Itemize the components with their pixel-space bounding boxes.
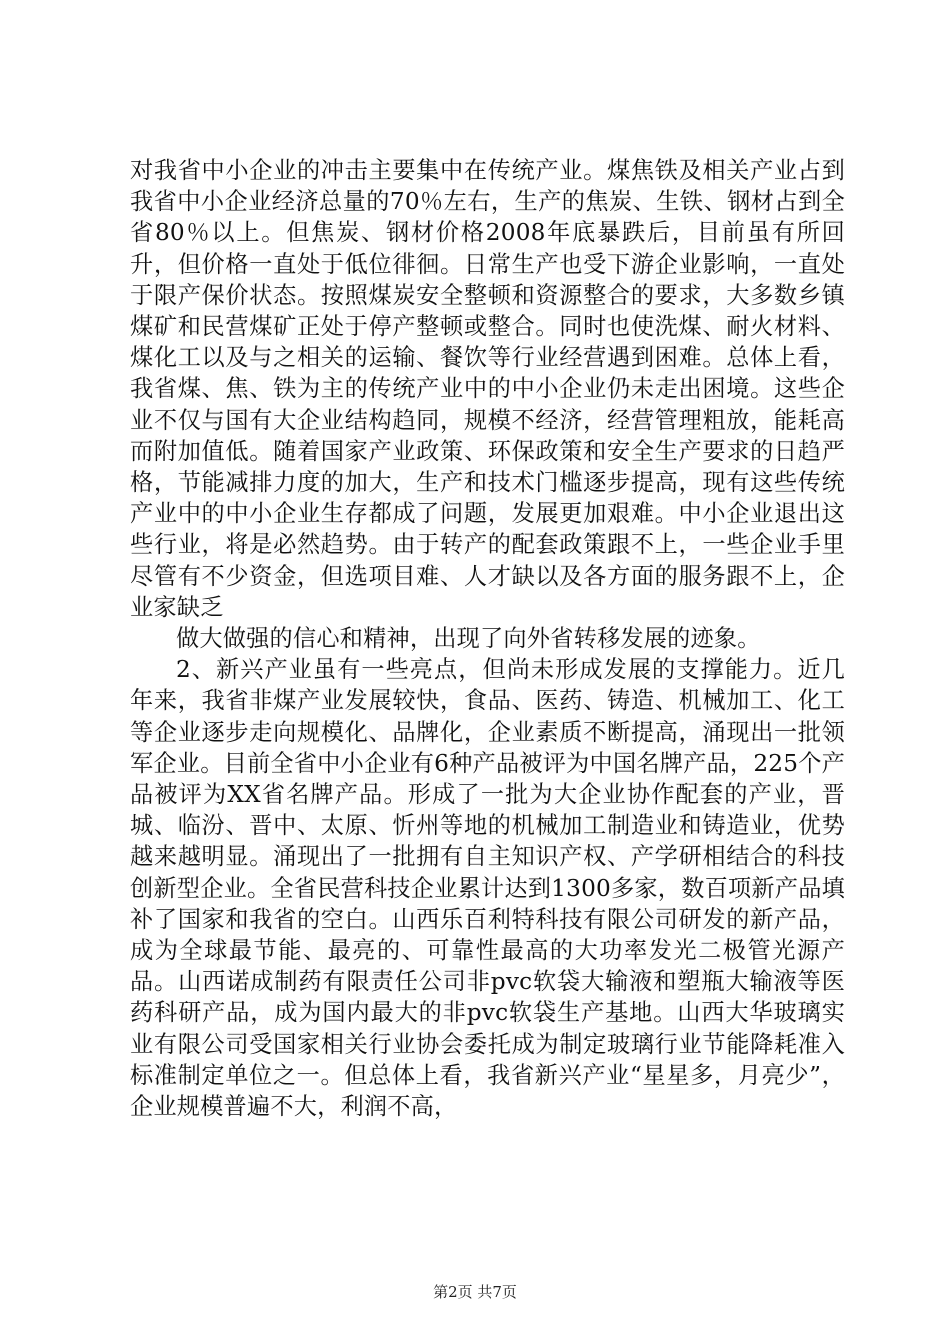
paragraph-coke-iron-impact: 对我省中小企业的冲击主要集中在传统产业。煤焦铁及相关产业占到我省中小企业经济总量的70％左右，生产的焦炭、生铁、钢材占到全省80％以上。但焦炭、钢材价格2008年底暴跌后，目前虽有所回升，但价格一直处于低位徘徊。日常生产也受下游企业影响，一直处于限产保价状态。按照煤炭安全整顿和资源整合的要求，大多数乡镇煤矿和民营煤矿正处于停产整顿或整合。同时也使洗煤、耐火材料、煤化工以及与之相关的运输、餐饮等行业经营遇到困难。总体上看，我省煤、焦、铁为主的传统产业中的中小企业仍未走出困境。这些企业不仅与国有大企业结构趋同，规模不经济，经营管理粗放，能耗高而附加值低。随着国家产业政策、环保政策和安全生产要求的日趋严格，节能减排力度的加大，生产和技术门槛逐步提高，现有这些传统产业中的中小企业生存都成了问题，发展更加艰难。中小企业退出这些行业，将是必然趋势。由于转产的配套政策跟不上，一些企业手里尽管有不少资金，但选项目难、人才缺以及各方面的服务跟不上，企业家缺乏 bbox=[130, 157, 845, 621]
paragraph-emerging-industries: 2、新兴产业虽有一些亮点，但尚未形成发展的支撑能力。近几年来，我省非煤产业发展较快，食品、医药、铸造、机械加工、化工等企业逐步走向规模化、品牌化，企业素质不断提高，涌现出一批领军企业。目前全省中小企业有6种产品被评为中国名牌产品，225个产品被评为XX省名牌产品。形成了一批为大企业协作配套的产业，晋城、临汾、晋中、太原、忻州等地的机械加工制造业和铸造业，优势越来越明显。涌现出了一批拥有自主知识产权、产学研相结合的科技创新型企业。全省民营科技企业累计达到1300多家，数百项新产品填补了国家和我省的空白。山西乐百利特科技有限公司研发的新产品，成为全球最节能、最亮的、可靠性最高的大功率发光二极管光源产品。山西诺成制药有限责任公司非pvc软袋大输液和塑瓶大输液等医药科研产品，成为国内最大的非pvc软袋生产基地。山西大华玻璃实业有限公司受国家相关行业协会委托成为制定玻璃行业节能降耗准入标准制定单位之一。但总体上看，我省新兴产业“星星多，月亮少”，企业规模普遍不大，利润不高， bbox=[130, 656, 845, 1121]
page-number-footer: 第2页 共7页 bbox=[433, 1283, 517, 1301]
document-body bbox=[130, 155, 845, 1122]
paragraph-transfer-trend: 做大做强的信心和精神，出现了向外省转移发展的迹象。 bbox=[176, 625, 761, 653]
